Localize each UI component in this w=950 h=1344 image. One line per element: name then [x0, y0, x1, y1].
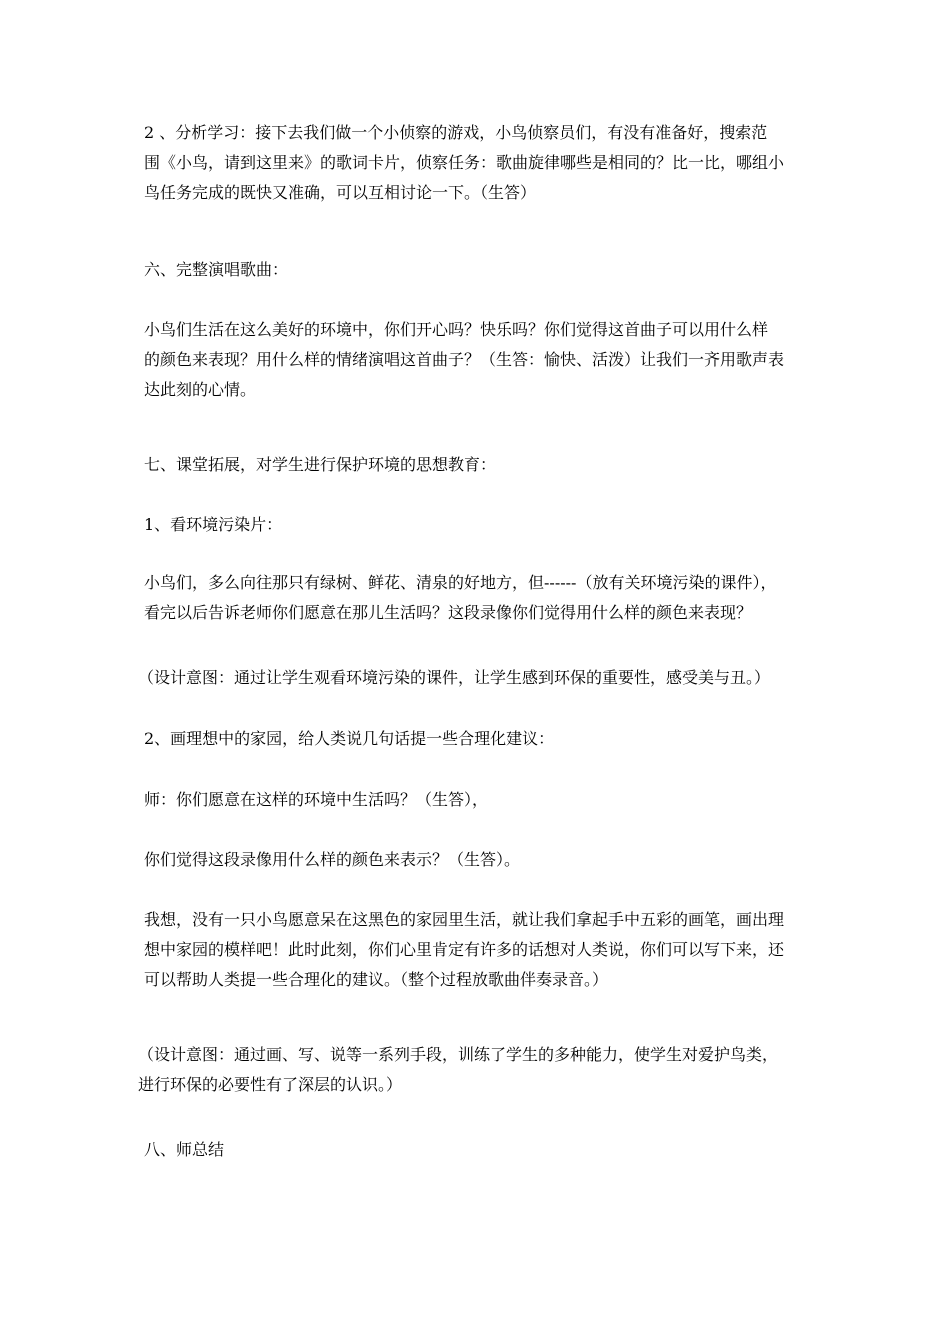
paragraph-analysis-learning: [144, 118, 810, 208]
paragraph-pollution-video: [144, 568, 810, 628]
paragraph-birds-environment: [144, 315, 810, 405]
text-line: 鸟任务完成的既快又准确，可以互相讨论一下。（生答）: [144, 183, 537, 202]
section-heading-teacher-summary: [144, 1135, 810, 1165]
text-line: 小鸟们，多么向往那只有绿树、鲜花、清泉的好地方，但------（放有关环境污染的课件），: [144, 573, 777, 592]
text-line: （设计意图：通过让学生观看环境污染的课件，让学生感到环保的重要性，感受美与丑。）: [138, 668, 771, 687]
subheading-draw-ideal-home: [144, 724, 810, 754]
text-line: 六、完整演唱歌曲：: [144, 260, 289, 279]
color-question-line: [144, 845, 810, 875]
subheading-watch-pollution: [144, 510, 810, 540]
text-line: 1、看环境污染片：: [144, 515, 283, 534]
text-line: 2 、分析学习：接下去我们做一个小侦察的游戏，小鸟侦察员们，有没有准备好，搜索范: [144, 123, 768, 142]
text-line: 可以帮助人类提一些合理化的建议。（整个过程放歌曲伴奏录音。）: [144, 970, 609, 989]
text-line: 八、师总结: [144, 1140, 225, 1159]
section-heading-complete-singing: [144, 255, 810, 285]
text-line: （设计意图：通过画、写、说等一系列手段，训练了学生的多种能力，使学生对爱护鸟类，: [138, 1045, 779, 1064]
text-line: 我想，没有一只小鸟愿意呆在这黑色的家园里生活，就让我们拿起手中五彩的画笔，画出理: [144, 910, 785, 929]
paragraph-draw-home: [144, 905, 810, 995]
section-heading-classroom-extension: [144, 450, 810, 480]
text-line: 师：你们愿意在这样的环境中生活吗？（生答），: [144, 790, 489, 809]
text-line: 小鸟们生活在这么美好的环境中，你们开心吗？快乐吗？你们觉得这首曲子可以用什么样: [144, 320, 769, 339]
design-intent-note-1: [138, 663, 818, 693]
text-line: 你们觉得这段录像用什么样的颜色来表示？（生答）。: [144, 850, 521, 869]
text-line: 看完以后告诉老师你们愿意在那儿生活吗？这段录像你们觉得用什么样的颜色来表现？: [144, 603, 753, 622]
teacher-question-line: [144, 785, 810, 815]
text-line: 达此刻的心情。: [144, 380, 257, 399]
text-line: 进行环保的必要性有了深层的认识。）: [138, 1075, 403, 1094]
text-line: 想中家园的模样吧！此时此刻，你们心里肯定有许多的话想对人类说，你们可以写下来，还: [144, 940, 785, 959]
text-line: 2、画理想中的家园，给人类说几句话提一些合理化建议：: [144, 729, 555, 748]
text-line: 的颜色来表现？用什么样的情绪演唱这首曲子？（生答：愉快、活泼）让我们一齐用歌声表: [144, 350, 785, 369]
text-line: 围《小鸟，请到这里来》的歌词卡片，侦察任务：歌曲旋律哪些是相同的？比一比，哪组小: [144, 153, 785, 172]
text-line: 七、课堂拓展，对学生进行保护环境的思想教育：: [144, 455, 497, 474]
design-intent-note-2: [138, 1040, 818, 1100]
